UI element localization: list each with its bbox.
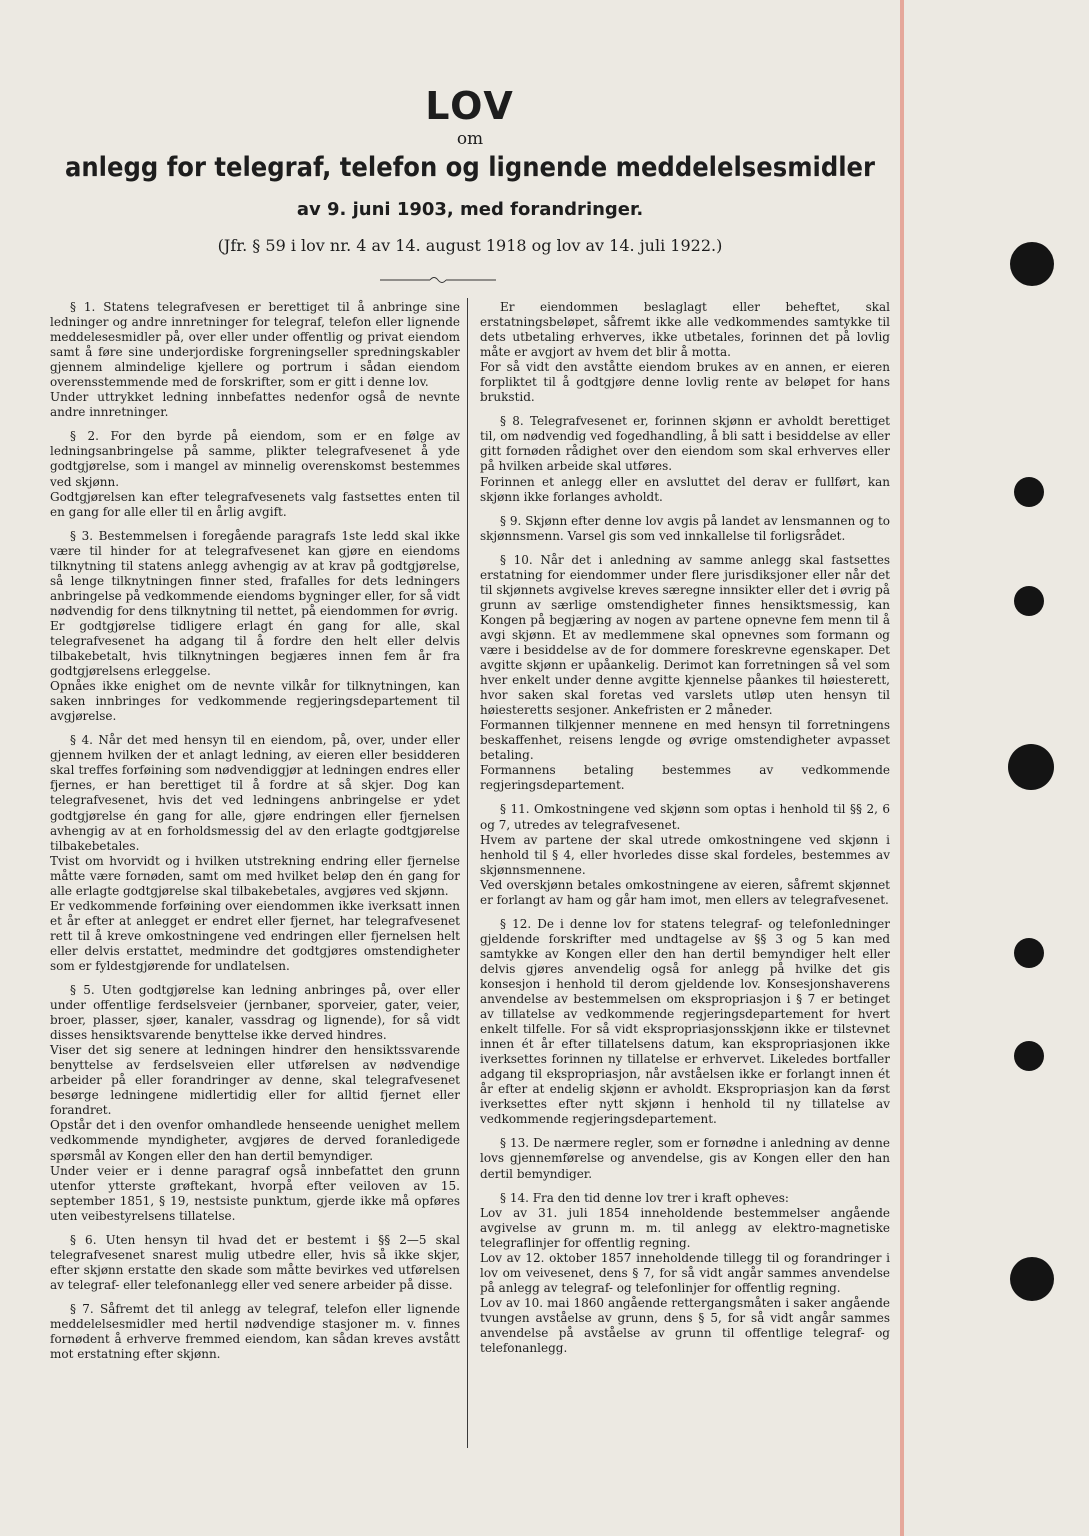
document-title: LOV [425,84,515,128]
ornament-divider [378,274,498,286]
section-paragraph: § 1. Statens telegrafvesen er berettiget til å anbringe sine ledninger og andre innretninger for telegraf, telefon eller lignende meddelesesmidler på, over eller under offentlig og privat eiendom samt å føre sine underjordiske forgreningseller spredningskabler gjennem almindelige kjellere og portrum i sådan eiendom overensstemmende med de forskrifter, som er gitt i denne lov. Under uttrykket ledning innbefattes nedenfor også de nevnte andre innretninger. [50,300,460,420]
section-paragraph: § 14. Fra den tid denne lov trer i kraft opheves: Lov av 31. juli 1854 inneholdende bestemmelser angående avgivelse av grunn m. m. til anlegg av elektro-magnetiske telegraflinjer for offentlig regning. Lov av 12. oktober 1857 inneholdende tillegg til og forandringer i lov om veivesenet, dens § 7, for så vidt angår sammes anvendelse på anlegg av telegraf- og telefonlinjer for offentlig regning. Lov av 10. mai 1860 angående rettergangsmåten i saker angående tvungen avståelse av grunn, dens § 5, for så vidt angår sammes anvendelse på avståelse av grunn til offentlige telegraf- og telefonanlegg. [480,1190,890,1356]
title-connector: om [456,129,484,149]
section-paragraph: § 3. Bestemmelsen i foregående paragrafs 1ste ledd skal ikke være til hinder for at telegrafvesenet kan gjøre en eiendoms tilknytning til statens anlegg avhengig av at krav på godtgjørelse, så lenge tilknytningen finner sted, frafalles for dets ledningers anbringelse på vedkommende eiendoms bygninger eller, for så vidt nødvendig for dens tilknytning til nettet, på eiendommen for øvrig. Er godtgjørelse tidligere erlagt én gang for alle, skal telegrafvesenet ha adgang til å fordre den helt eller delvis tilbakebetalt, hvis tilknytningen begjæres innen fem år fra godtgjørelsens erleggelse. Opnåes ikke enighet om de nevnte vilkår for tilknytningen, kan saken innbringes for vedkommende regjeringsdepartement til avgjørelse. [50,528,460,724]
section-paragraph: § 10. Når det i anledning av samme anlegg skal fastsettes erstatning for eiendommer under flere jurisdiksjoner eller når det til skjønnets avgivelse kreves særegne innsikter eller det i øvrig på grunn av særlige omstendigheter finnes hensiktsmessig, kan Kongen på begjæring av nogen av partene opnevne fem menn til å avgi skjønn. Et av medlemmene skal opnevnes som formann og være i besiddelse av de for dommere foreskrevne egenskaper. Det avgitte skjønn er upåankelig. Derimot kan forretningen så vel som hver enkelt under denne avgitte kjennelse påankes til høiesterett, hvor saken skal foretas ved varslets utløp uten hensyn til høiesteretts sesjoner. Ankefristen er 2 måneder. Formannen tilkjenner mennene en med hensyn til forretningens beskaffenhet, reisens lengde og øvrige omstendigheter avpasset betaling. Formannens betaling bestemmes av vedkommende regjeringsdepartement. [480,552,890,793]
punch-hole [1008,744,1054,790]
right-column [480,300,890,1365]
section-paragraph: § 5. Uten godtgjørelse kan ledning anbringes på, over eller under offentlige ferdselsveier (jernbaner, sporveier, gater, veier, broer, plasser, sjøer, kanaler, vassdrag og lignende), for så vidt disses hensiktsvarende benyttelse ikke derved hindres. Viser det sig senere at ledningen hindrer den hensiktssvarende benyttelse av ferdselsveien eller utførelsen av nødvendige arbeider på eller forandringer av denne, skal telegrafvesenet besørge ledningene midlertidig eller for alltid fjernet eller forandret. Opstår det i den ovenfor omhandlede henseende uenighet mellem vedkommende myndigheter, avgjøres de derved foranledigede spørsmål av Kongen eller den han dertil bemyndiger. Under veier er i denne paragraf også innbefattet den grunn utenfor ytterste grøftekant, hvorpå efter veiloven av 15. september 1851, § 19, nestsiste punktum, gjerde ikke må opføres uten veibestyrelsens tillatelse. [50,983,460,1223]
punch-hole [1014,938,1044,968]
left-column [50,300,460,1371]
section-paragraph: § 9. Skjønn efter denne lov avgis på landet av lensmannen og to skjønnsmenn. Varsel gis som ved innkallelse til forligsrådet. [480,513,890,543]
column-divider [467,298,468,1448]
punch-hole [1010,242,1054,286]
document-subtitle: anlegg for telegraf, telefon og lignende meddelelsesmidler [64,152,876,183]
section-paragraph: § 8. Telegrafvesenet er, forinnen skjønn er avholdt berettiget til, om nødvendig ved fogedhandling, å bli satt i besiddelse av eller gitt fornøden rådighet over den eiendom som skal erhverves eller på hvilken arbeide skal utføres. Forinnen et anlegg eller en avsluttet del derav er fullført, kan skjønn ikke forlanges avholdt. [480,414,890,504]
section-paragraph: Er eiendommen beslaglagt eller beheftet, skal erstatningsbeløpet, såfremt ikke alle vedkommendes samtykke til dets utbetaling erhverves, ikke utbetales, forinnen det på lovlig måte er avgjort av hvem det blir å motta. For så vidt den avståtte eiendom brukes av en annen, er eieren forpliktet til å godtgjøre denne lovlig rente av beløpet for hans brukstid. [480,300,890,405]
section-paragraph: § 13. De nærmere regler, som er fornødne i anledning av denne lovs gjennemførelse og anvendelse, gis av Kongen eller den han dertil bemyndiger. [480,1136,890,1181]
margin-line [900,0,904,1536]
document-reference: (Jfr. § 59 i lov nr. 4 av 14. august 1918 og lov av 14. juli 1922.) [217,236,723,255]
section-paragraph: § 7. Såfremt det til anlegg av telegraf, telefon eller lignende meddelelsesmidler med hertil nødvendige stasjoner m. v. finnes fornødent å erhverve fremmed eiendom, kan sådan kreves avstått mot erstatning efter skjønn. [50,1301,460,1362]
document-date: av 9. juni 1903, med forandringer. [296,199,644,220]
section-paragraph: § 4. Når det med hensyn til en eiendom, på, over, under eller gjennem hvilken der et anlagt ledning, av eieren eller besidderen skal treffes forføining som nødvendiggjør at ledningen endres eller fjernes, er han berettiget til å fordre at så skjer. Dog kan telegrafvesenet, hvis det ved ledningens anbringelse er ydet godtgjørelse én gang for alle, gjøre endringen eller fjernelsen avhengig av at en forholdsmessig del av den erlagte godtgjørelse tilbakebetales. Tvist om hvorvidt og i hvilken utstrekning endring eller fjernelse måtte være fornøden, samt om med hvilket beløp den én gang for alle erlagte godtgjørelse skal tilbakebetales, avgjøres ved skjønn. Er vedkommende forføining over eiendommen ikke iverksatt innen et år efter at anlegget er endret eller fjernet, har telegrafvesenet rett til å kreve omkostningene ved endringen eller fjernelsen helt eller delvis erstattet, medmindre det godtgjøres omstendigheter som er fyldestgjørende for undlatelsen. [50,733,460,973]
punch-hole [1010,1257,1054,1301]
section-paragraph: § 11. Omkostningene ved skjønn som optas i henhold til §§ 2, 6 og 7, utredes av telegrafvesenet. Hvem av partene der skal utrede omkostningene ved skjønn i henhold til § 4, eller hvorledes disse skal fordeles, bestemmes av skjønnsmennene. Ved overskjønn betales omkostningene av eieren, såfremt skjønnet er forlangt av ham og går ham imot, men ellers av telegrafvesenet. [480,802,890,907]
punch-hole [1014,477,1044,507]
section-paragraph: § 2. For den byrde på eiendom, som er en følge av ledningsanbringelse på samme, plikter telegrafvesenet å yde godtgjørelse, som i mangel av minnelig overenskomst bestemmes ved skjønn. Godtgjørelsen kan efter telegrafvesenets valg fastsettes enten til en gang for alle eller til en årlig avgift. [50,429,460,519]
section-paragraph: § 6. Uten hensyn til hvad det er bestemt i §§ 2—5 skal telegrafvesenet snarest mulig utbedre eller, hvis så ikke skjer, efter skjønn erstatte den skade som måtte bevirkes ved utførelsen av telegraf- eller telefonanlegg eller ved senere arbeider på disse. [50,1232,460,1292]
punch-hole [1014,586,1044,616]
punch-hole [1014,1041,1044,1071]
section-paragraph: § 12. De i denne lov for statens telegraf- og telefonledninger gjeldende forskrifter med undtagelse av §§ 3 og 5 kan med samtykke av Kongen eller den han dertil bemyndiger helt eller delvis gjøres anvendelig også for anlegg på hvilke det gis konsesjon i henhold til derom gjeldende lov. Konsesjonshaverens anvendelse av bestemmelsen om ekspropriasjon i § 7 er betinget av tillatelse av vedkommende regjeringsdepartement for hvert enkelt tilfelle. For så vidt ekspropriasjonsskjønn ikke er tilstevnet innen ét år efter tillatelsens datum, kan ekspropriasjonen ikke iverksettes forinnen ny tillatelse er erhvervet. Likeledes bortfaller adgang til ekspropriasjon, når avståelsen ikke er forlangt innen ét år efter at endelig skjønn er avholdt. Ekspropriasjon kan da først iverksettes efter nytt skjønn i henhold til ny tillatelse av vedkommende regjeringsdepartement. [480,916,890,1127]
